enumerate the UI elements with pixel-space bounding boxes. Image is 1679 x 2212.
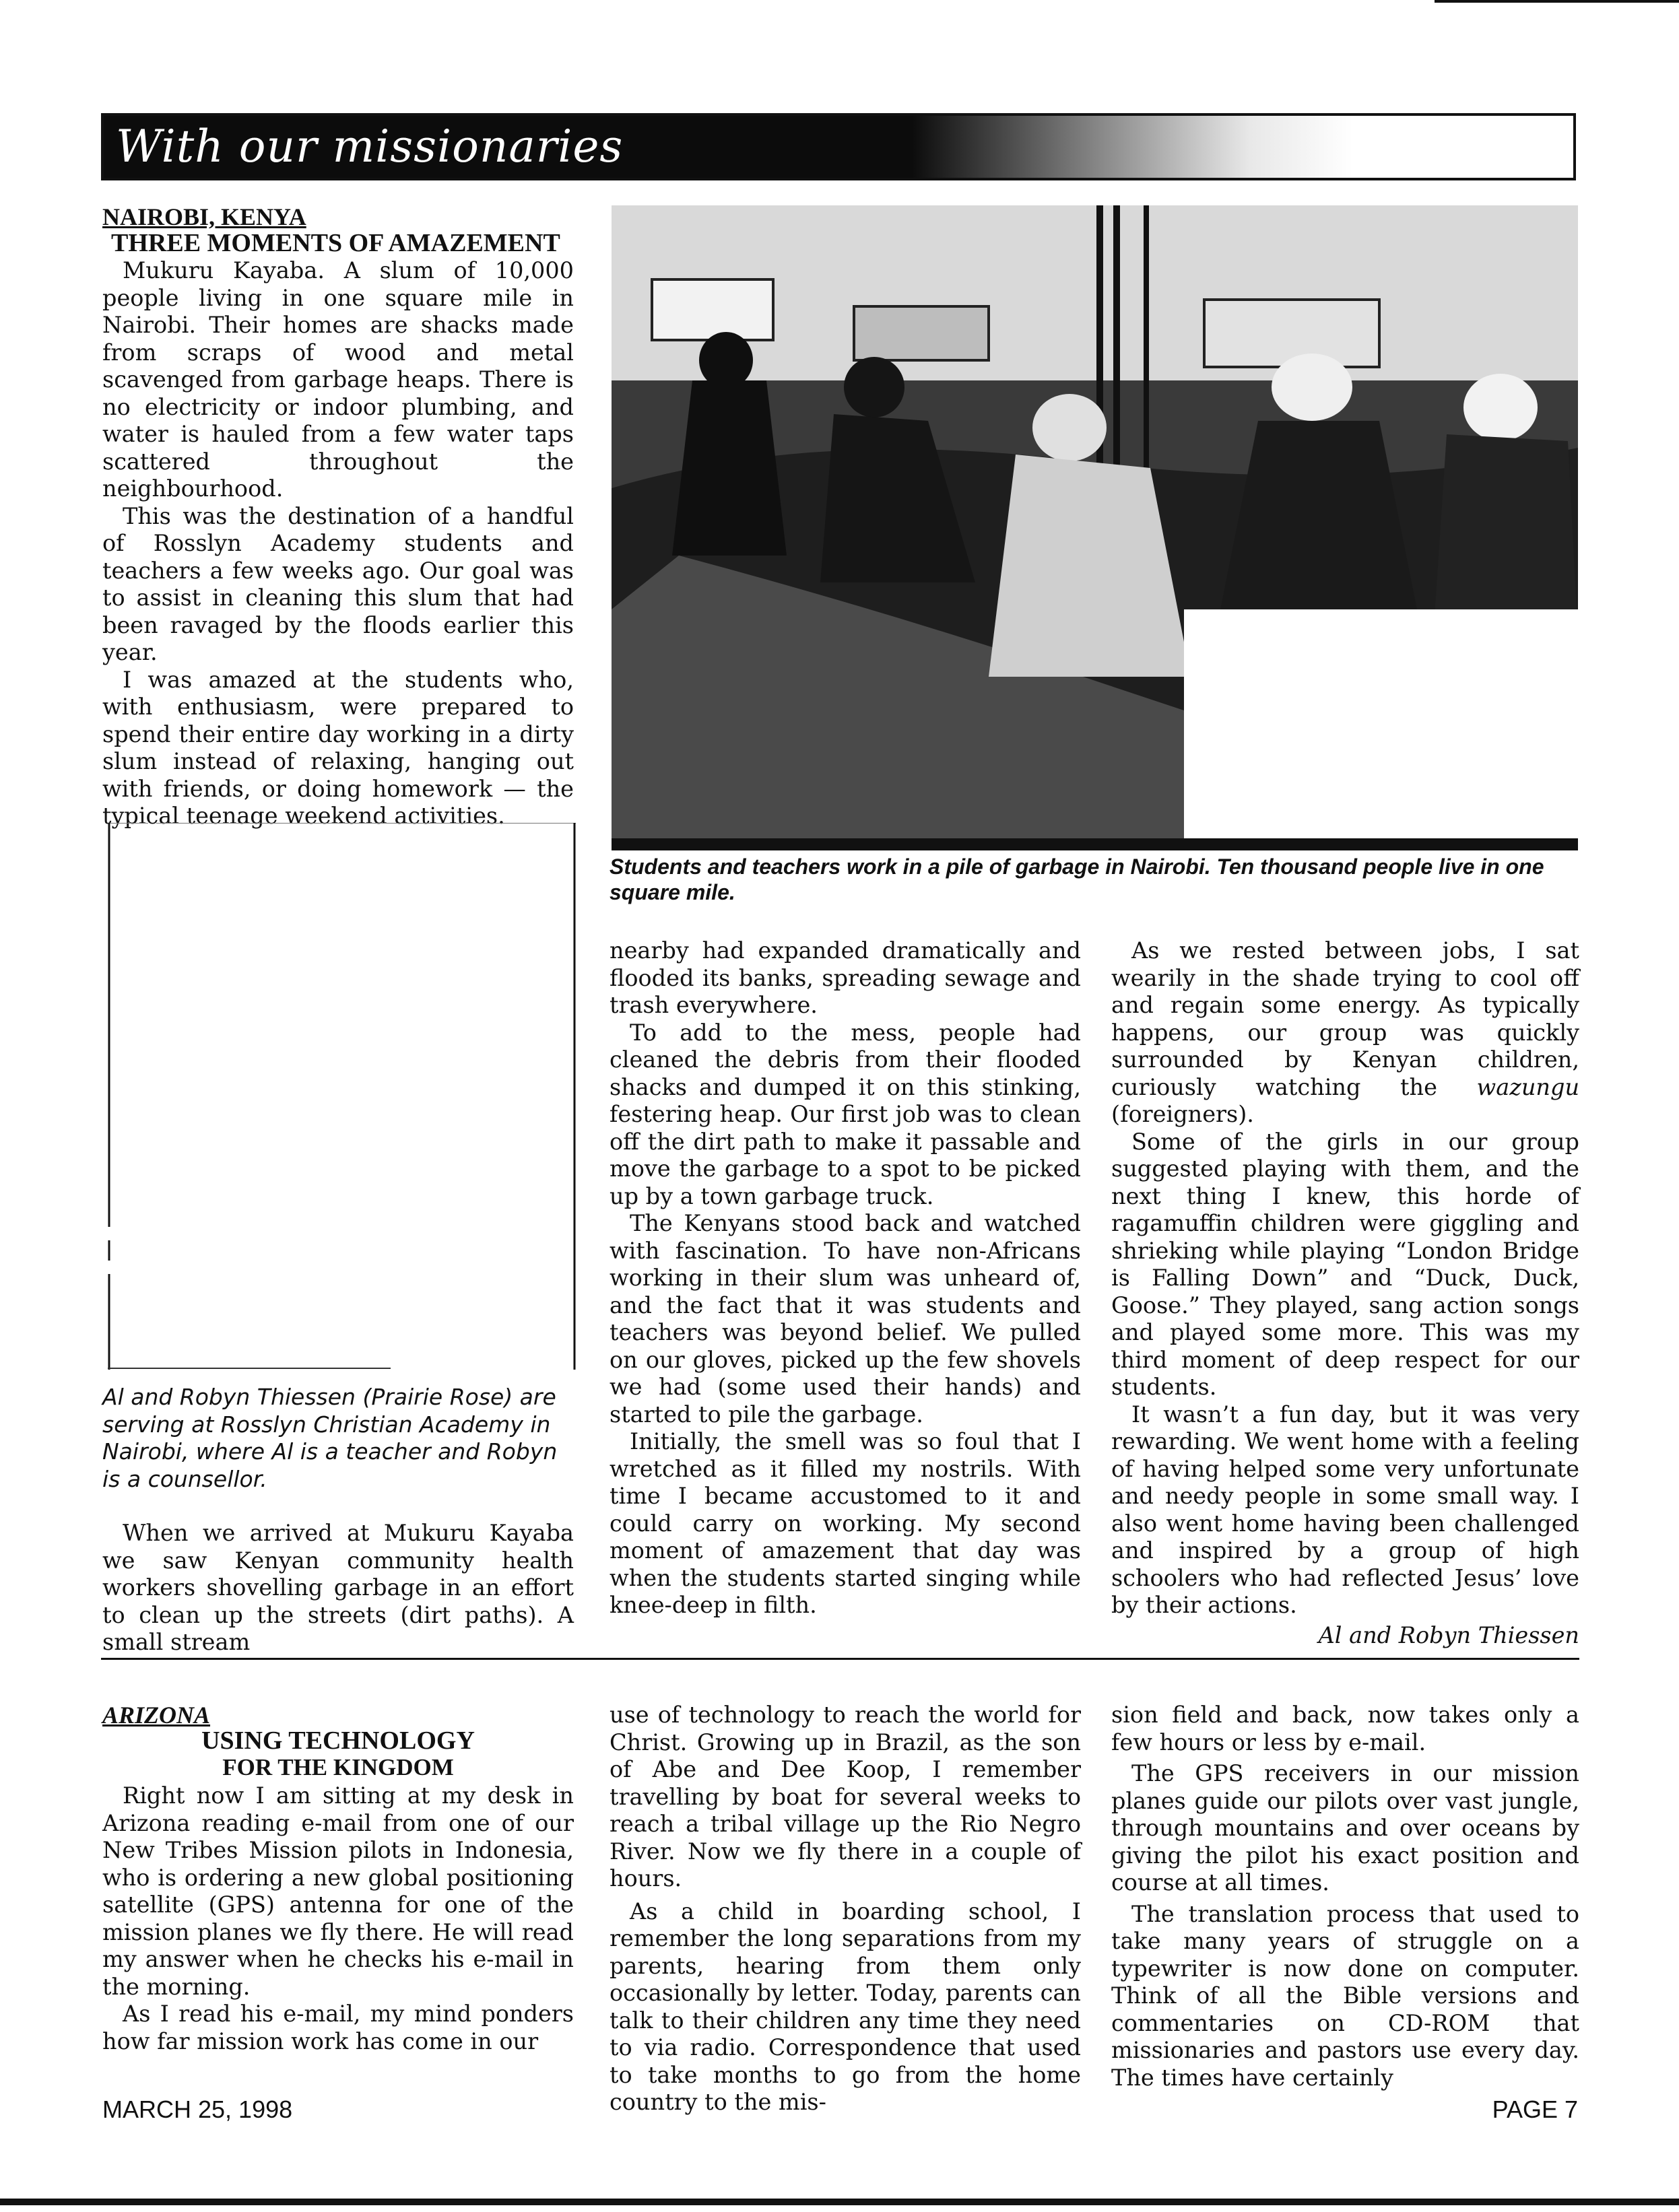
- paragraph: As I read his e-mail, my mind ponders how far mission work has come in our: [102, 2001, 574, 2054]
- paragraph: To add to the mess, people had cleaned the debris from their flooded shacks and dumped it on this stinking, festering heap. Our first job was to clean off the dirt path to make it passable and move the garbage to a spot to be picked up by a town garbage truck.: [610, 1019, 1081, 1209]
- paragraph: Right now I am sitting at my desk in Arizona reading e-mail from one of our New Tribes Mission pilots in Indonesia, who is ordering a new global positioning satellite (GPS) antenna for one of the mission planes we fly there. He will read my answer when he checks his e-mail in the morning.: [102, 1782, 574, 2000]
- article2-headline-line2: FOR THE KINGDOM: [222, 1754, 454, 1780]
- article1-headline: THREE MOMENTS OF AMAZEMENT: [111, 229, 560, 257]
- article1-column-1-continued: [102, 1520, 574, 1656]
- portrait-frame: [108, 823, 576, 1370]
- top-rule: [1435, 0, 1679, 3]
- paragraph: nearby had expanded dramatically and flooded its banks, spreading sewage and trash everywhere.: [610, 937, 1081, 1018]
- paragraph: The Kenyans stood back and watched with fascination. To have non-Africans working in their slum was unheard of, and the fact that it was students and teachers was beyond belief. We pulled on our gloves, picked up the few shovels we had (some used their hands) and started to pile the garbage.: [610, 1210, 1081, 1428]
- article1-column-1: [102, 257, 574, 830]
- paragraph: As a child in boarding school, I remember the long separations from my parents, hearing from them only occasionally by letter. Today, parents can talk to their children any time they need to via radio. Correspondence that used to take months to go from the home country to the mis-: [610, 1898, 1081, 2115]
- paragraph: The GPS receivers in our mission planes guide our pilots over vast jungle, through mountains and over oceans by giving the pilot his exact position and course at all times.: [1111, 1760, 1579, 1896]
- article2-location: ARIZONA: [102, 1702, 211, 1729]
- section-divider: [101, 1658, 1579, 1660]
- section-title: With our missionaries: [116, 121, 624, 172]
- paragraph: The translation process that used to take many years of struggle on a typewriter is now done on computer. Think of all the Bible versions and commentaries on CD-ROM that missionaries and pastors use every day. The times have certainly: [1111, 1900, 1579, 2091]
- article1-location: NAIROBI, KENYA: [102, 203, 306, 230]
- paragraph: [1111, 937, 1579, 1129]
- article2-column-1: [102, 1782, 574, 2055]
- paragraph: It wasn’t a fun day, but it was very rewarding. We went home with a feeling of having helped some very unfortunate and needy people in some small way. I also went home having been challenged and inspired by a group of high schoolers who had reflected Jesus’ love by their actions.: [1111, 1401, 1579, 1618]
- bottom-rule: [0, 2199, 1679, 2205]
- article1-column-2: [610, 937, 1081, 1619]
- article-signature: Al and Robyn Thiessen: [1318, 1621, 1579, 1648]
- missionary-bio: Al and Robyn Thiessen (Prairie Rose) are serving at Rosslyn Christian Academy in Nairobi, where Al is a teacher and Robyn is a counsellor.: [102, 1384, 558, 1492]
- article2-headline-line1: USING TECHNOLOGY: [201, 1727, 475, 1755]
- paragraph: Some of the girls in our group suggested playing with them, and the next thing I knew, this horde of ragamuffin children were giggling and shrieking while playing “London Bridge is Falling Down” and “Duck, Duck, Goose.” They played, sang action songs and played some more. This was my third moment of deep respect for our students.: [1111, 1128, 1579, 1400]
- article2-column-2: [610, 1702, 1081, 2116]
- page-number: PAGE 7: [1492, 2096, 1578, 2123]
- article1-column-3: [1111, 937, 1579, 1649]
- issue-date: MARCH 25, 1998: [102, 2096, 293, 2123]
- paragraph: When we arrived at Mukuru Kayaba we saw Kenyan community health workers shovelling garbage in an effort to clean up the streets (dirt paths). A small stream: [102, 1520, 574, 1655]
- paragraph: sion field and back, now takes only a few hours or less by e-mail.: [1111, 1702, 1579, 1755]
- garbage-cleanup-photo: [612, 205, 1578, 850]
- article2-column-3: [1111, 1702, 1579, 2091]
- paragraph: use of technology to reach the world for Christ. Growing up in Brazil, as the son of Abe and Dee Koop, I remember travelling by boat for several weeks to reach a tribal village up the Rio Negro River. Now we fly there in a couple of hours.: [610, 1702, 1081, 1891]
- photo-caption: Students and teachers work in a pile of garbage in Nairobi. Ten thousand people live in one square mile.: [610, 854, 1544, 904]
- photo-illustration: [612, 205, 1578, 850]
- text-run: As we rested between jobs, I sat wearily in the shade trying to cool off and regain some energy. As typically happens, our group was quickly surrounded by Kenyan children, curiously watching the: [1111, 937, 1579, 1100]
- paragraph: This was the destination of a handful of Rosslyn Academy students and teachers a few weeks ago. Our goal was to assist in cleaning this slum that had been ravaged by the floods earlier this year.: [102, 502, 574, 665]
- paragraph: Mukuru Kayaba. A slum of 10,000 people living in one square mile in Nairobi. Their homes are shacks made from scraps of wood and metal scavenged from garbage heaps. There is no electricity or indoor plumbing, and water is hauled from a few water taps scattered throughout the neighbourhood.: [102, 257, 574, 502]
- missionary-portrait-placeholder: [108, 823, 576, 1370]
- paragraph: I was amazed at the students who, with enthusiasm, were prepared to spend their entire day working in a dirty slum instead of relaxing, hanging out with friends, or doing homework — the typical teenage weekend activities.: [102, 666, 574, 829]
- text-run: (foreigners).: [1111, 1101, 1254, 1127]
- paragraph: Initially, the smell was so foul that I wretched as it filled my nostrils. With time I became accustomed to it and could carry on working. My second moment of amazement that day was when the students started singing while knee-deep in filth.: [610, 1428, 1081, 1618]
- italic-term: wazungu: [1476, 1073, 1580, 1100]
